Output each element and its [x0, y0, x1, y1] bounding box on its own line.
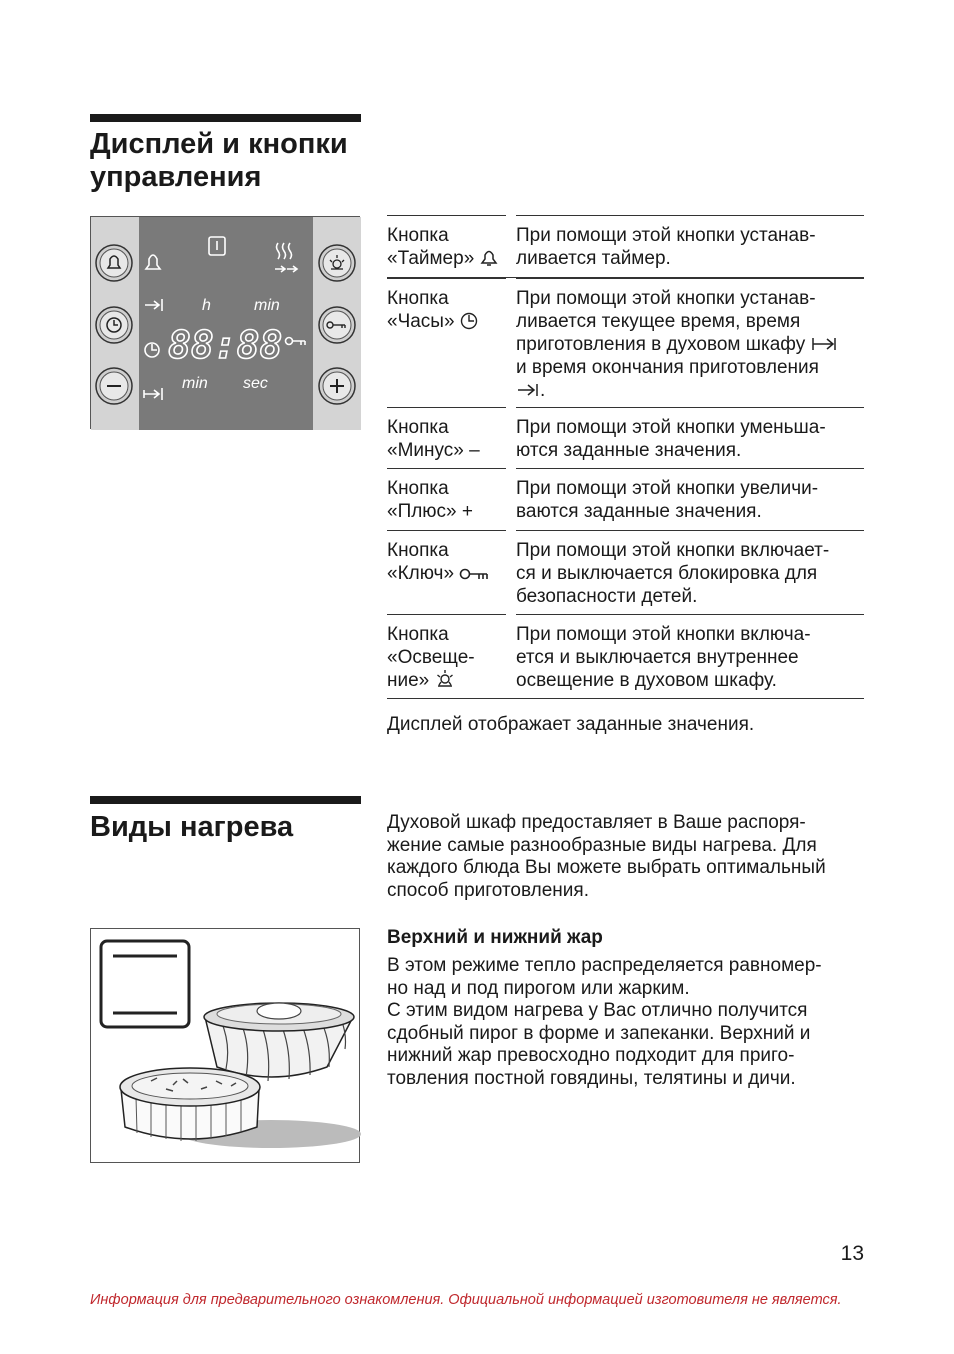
key-button [319, 307, 355, 343]
cook-time-icon [811, 335, 837, 353]
heating-intro [387, 812, 864, 902]
row-divider [506, 468, 516, 469]
desc-line: При помощи этой кнопки включает- [516, 540, 830, 561]
row-label-line: Кнопка [387, 417, 449, 438]
desc-line: приготовления в духовом шкафу [516, 334, 806, 355]
desc-line: При помощи этой кнопки устанав- [516, 225, 816, 246]
minus-button [96, 368, 132, 404]
section-rule-2 [90, 796, 361, 804]
row-label-line: Кнопка [387, 540, 449, 561]
casserole-illustration [120, 1068, 260, 1141]
label-sec: sec [243, 375, 268, 392]
desc-line: ся и выключается блокировка для [516, 563, 818, 584]
row-label-line: ние» [387, 670, 430, 691]
bell-icon [480, 249, 498, 267]
desc-line: ливается текущее время, время [516, 311, 801, 332]
row-label [387, 623, 509, 692]
body-line: нижний жар превосходно подходит для приго- [387, 1045, 795, 1067]
buttons-table [387, 215, 864, 699]
table-row [387, 407, 864, 468]
disclaimer-footer: Информация для предварительного ознакомления. Официальной информацией изготовителя не является. [90, 1292, 842, 1308]
body-line: сдобный пирог в форме и запеканки. Верхний и [387, 1022, 811, 1044]
label-min-bottom: min [182, 375, 208, 392]
row-label-line: «Освеще- [387, 647, 475, 668]
row-label-line: «Часы» [387, 311, 455, 332]
clock-button [96, 307, 132, 343]
title-line-2: управления [90, 161, 262, 193]
row-label [387, 287, 509, 333]
page-number: 13 [840, 1242, 864, 1265]
table-row [387, 468, 864, 530]
row-label [387, 416, 509, 462]
desc-line: При помощи этой кнопки устанав- [516, 288, 816, 309]
row-description [516, 416, 864, 462]
control-panel-figure [90, 216, 360, 429]
key-icon [459, 568, 489, 582]
row-divider [506, 614, 516, 615]
row-label [387, 477, 509, 523]
table-row [387, 530, 864, 614]
display-note: Дисплей отображает заданные значения. [387, 714, 755, 735]
desc-line: При помощи этой кнопки включа- [516, 624, 811, 645]
row-label-line: Кнопка [387, 288, 449, 309]
row-label-line: Кнопка [387, 478, 449, 499]
row-label-line: Кнопка [387, 225, 449, 246]
desc-line: ется и выключается внутреннее [516, 647, 799, 668]
body-line: С этим видом нагрева у Вас отлично получится [387, 1000, 808, 1022]
desc-line: ливается таймер. [516, 248, 671, 269]
desc-line: освещение в духовом шкафу. [516, 670, 777, 691]
intro-line: каждого блюда Вы можете выбрать оптимальный [387, 857, 826, 879]
intro-line: жение самые разнообразные виды нагрева. Для [387, 834, 817, 856]
end-time-icon [516, 381, 540, 399]
bundt-cake-illustration [204, 1003, 354, 1081]
intro-line: Духовой шкаф предоставляет в Ваше распоря- [387, 812, 806, 833]
desc-line: ются заданные значения. [516, 440, 742, 461]
table-row [387, 614, 864, 699]
clock-icon [460, 312, 478, 330]
section-title-controls [90, 128, 348, 194]
display-digits: 88:88 [168, 323, 283, 367]
row-divider [506, 407, 516, 408]
row-label-line: «Плюс» + [387, 501, 474, 522]
row-label-line: «Таймер» [387, 248, 475, 269]
row-label-line: Кнопка [387, 624, 449, 645]
row-description [516, 539, 864, 608]
title-line-1: Дисплей и кнопки [90, 128, 348, 160]
table-row [387, 277, 864, 407]
section-rule-1 [90, 114, 361, 122]
row-description [516, 623, 864, 692]
row-label-line: «Ключ» [387, 563, 455, 584]
desc-line: ваются заданные значения. [516, 501, 762, 522]
row-description [516, 477, 864, 523]
body-line: но над и под пирогом или жарким. [387, 977, 690, 999]
label-min-top: min [254, 297, 280, 314]
intro-line: способ приготовления. [387, 879, 589, 901]
light-icon [435, 669, 455, 689]
label-h: h [202, 297, 211, 314]
row-divider [506, 215, 516, 216]
desc-line: При помощи этой кнопки уменьша- [516, 417, 826, 438]
desc-line: . [540, 380, 546, 401]
row-divider [506, 530, 516, 531]
light-button [319, 245, 355, 281]
row-label [387, 224, 509, 270]
section-title-heating: Виды нагрева [90, 811, 294, 843]
desc-line: безопасности детей. [516, 586, 698, 607]
table-row [387, 215, 864, 277]
row-label-line: «Минус» – [387, 440, 480, 461]
row-label [387, 539, 509, 585]
heating-subtitle: Верхний и нижний жар [387, 927, 603, 948]
desc-line: При помощи этой кнопки увеличи- [516, 478, 819, 499]
top-bottom-heat-icon [101, 941, 189, 1027]
body-line: В этом режиме тепло распределяется равномер- [387, 955, 822, 976]
timer-button [96, 245, 132, 281]
body-line: товления постной говядины, телятины и дичи. [387, 1067, 796, 1089]
plus-button [319, 368, 355, 404]
row-description [516, 224, 864, 270]
row-description [516, 287, 864, 402]
desc-line: и время окончания приготовления [516, 357, 819, 378]
row-divider [506, 278, 516, 279]
heating-body [387, 955, 864, 1091]
top-bottom-heat-figure [90, 928, 360, 1163]
